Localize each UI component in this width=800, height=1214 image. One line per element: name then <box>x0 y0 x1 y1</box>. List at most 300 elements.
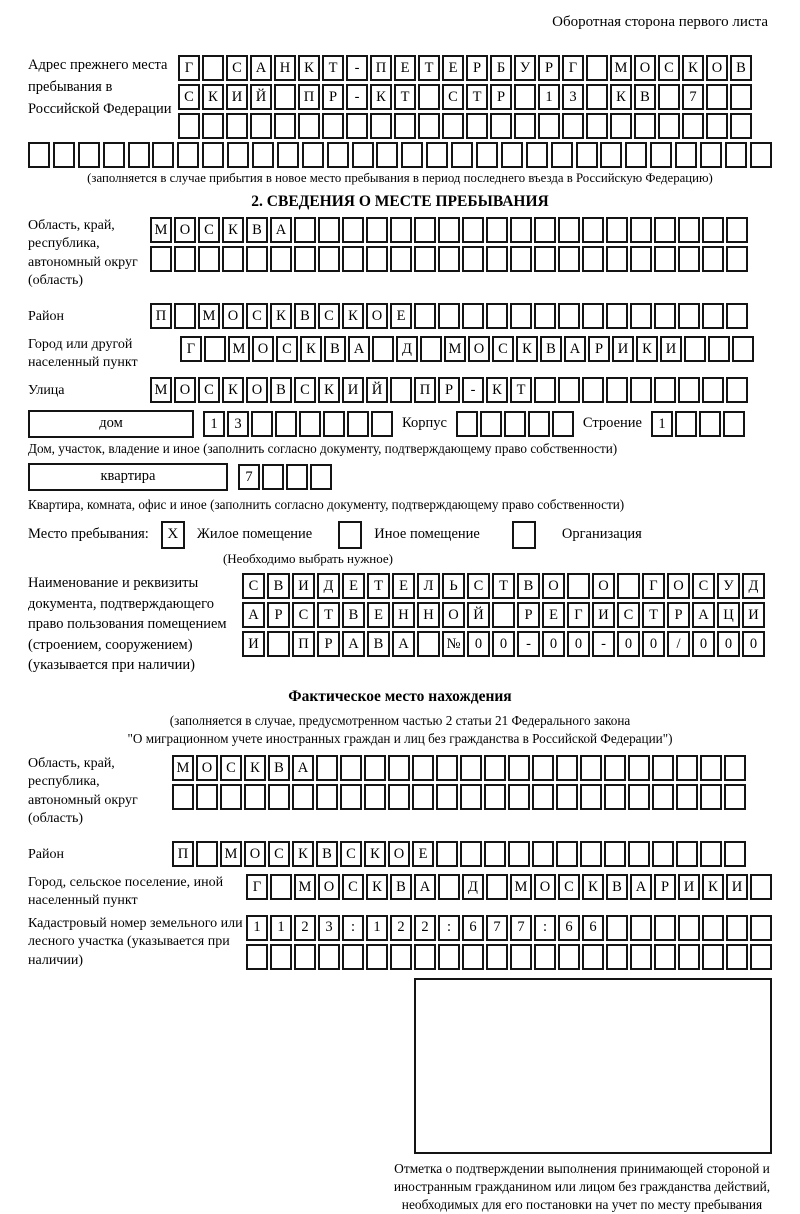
char-cell[interactable] <box>678 303 700 329</box>
char-cell[interactable]: - <box>346 84 368 110</box>
char-cell[interactable] <box>676 784 698 810</box>
char-cell[interactable] <box>323 411 345 437</box>
char-cell[interactable]: О <box>222 303 244 329</box>
char-cell[interactable] <box>486 944 508 970</box>
char-cell[interactable] <box>514 113 536 139</box>
char-cell[interactable]: В <box>367 631 390 657</box>
char-cell[interactable] <box>298 113 320 139</box>
char-cell[interactable] <box>174 303 196 329</box>
korpus-cells[interactable] <box>456 411 574 437</box>
char-cell[interactable] <box>438 303 460 329</box>
char-cell[interactable]: Н <box>274 55 296 81</box>
char-cell[interactable] <box>376 142 398 168</box>
char-cell[interactable] <box>606 944 628 970</box>
char-cell[interactable]: Й <box>366 377 388 403</box>
char-cell[interactable] <box>682 113 704 139</box>
char-cell[interactable]: М <box>220 841 242 867</box>
char-cell[interactable]: К <box>300 336 322 362</box>
char-cell[interactable]: К <box>486 377 508 403</box>
char-cell[interactable]: К <box>702 874 724 900</box>
char-cell[interactable] <box>726 377 748 403</box>
char-cell[interactable] <box>390 944 412 970</box>
char-cell[interactable]: Л <box>417 573 440 599</box>
char-cell[interactable] <box>582 246 604 272</box>
char-cell[interactable] <box>508 841 530 867</box>
char-cell[interactable] <box>726 217 748 243</box>
char-cell[interactable] <box>580 755 602 781</box>
char-cell[interactable] <box>724 841 746 867</box>
fact-city-cells[interactable] <box>246 874 772 900</box>
char-cell[interactable]: К <box>364 841 386 867</box>
char-cell[interactable] <box>652 784 674 810</box>
char-cell[interactable]: К <box>582 874 604 900</box>
char-cell[interactable] <box>628 841 650 867</box>
char-cell[interactable] <box>196 841 218 867</box>
char-cell[interactable] <box>316 784 338 810</box>
char-cell[interactable]: О <box>246 377 268 403</box>
char-cell[interactable]: К <box>244 755 266 781</box>
char-cell[interactable]: Р <box>517 602 540 628</box>
char-cell[interactable]: В <box>270 377 292 403</box>
char-cell[interactable] <box>702 915 724 941</box>
char-cell[interactable] <box>451 142 473 168</box>
char-cell[interactable]: О <box>244 841 266 867</box>
char-cell[interactable] <box>484 784 506 810</box>
char-cell[interactable] <box>630 303 652 329</box>
char-cell[interactable]: Р <box>538 55 560 81</box>
char-cell[interactable]: Е <box>390 303 412 329</box>
char-cell[interactable] <box>268 784 290 810</box>
char-cell[interactable] <box>532 784 554 810</box>
char-cell[interactable] <box>510 217 532 243</box>
char-cell[interactable]: М <box>198 303 220 329</box>
char-cell[interactable] <box>678 944 700 970</box>
char-cell[interactable]: М <box>172 755 194 781</box>
char-cell[interactable] <box>277 142 299 168</box>
char-cell[interactable] <box>270 944 292 970</box>
char-cell[interactable]: 2 <box>294 915 316 941</box>
char-cell[interactable] <box>558 217 580 243</box>
char-cell[interactable]: 7 <box>238 464 260 490</box>
char-cell[interactable]: В <box>294 303 316 329</box>
char-cell[interactable] <box>604 755 626 781</box>
char-cell[interactable]: 0 <box>542 631 565 657</box>
char-cell[interactable]: В <box>342 602 365 628</box>
char-cell[interactable] <box>501 142 523 168</box>
char-cell[interactable] <box>604 784 626 810</box>
char-cell[interactable]: К <box>270 303 292 329</box>
char-cell[interactable] <box>318 246 340 272</box>
char-cell[interactable]: С <box>442 84 464 110</box>
char-cell[interactable] <box>625 142 647 168</box>
char-cell[interactable]: Т <box>322 55 344 81</box>
char-cell[interactable] <box>510 303 532 329</box>
char-cell[interactable] <box>582 377 604 403</box>
char-cell[interactable] <box>730 113 752 139</box>
char-cell[interactable] <box>534 303 556 329</box>
char-cell[interactable] <box>484 755 506 781</box>
char-cell[interactable] <box>567 573 590 599</box>
char-cell[interactable]: М <box>610 55 632 81</box>
char-cell[interactable] <box>342 217 364 243</box>
char-cell[interactable] <box>676 841 698 867</box>
char-cell[interactable]: К <box>366 874 388 900</box>
char-cell[interactable]: 2 <box>390 915 412 941</box>
char-cell[interactable] <box>322 113 344 139</box>
char-cell[interactable] <box>299 411 321 437</box>
char-cell[interactable] <box>270 874 292 900</box>
char-cell[interactable] <box>222 246 244 272</box>
char-cell[interactable]: В <box>517 573 540 599</box>
char-cell[interactable]: : <box>342 915 364 941</box>
char-cell[interactable]: 6 <box>462 915 484 941</box>
char-cell[interactable]: П <box>150 303 172 329</box>
char-cell[interactable]: Т <box>642 602 665 628</box>
char-cell[interactable] <box>702 246 724 272</box>
char-cell[interactable]: Р <box>490 84 512 110</box>
char-cell[interactable] <box>267 631 290 657</box>
char-cell[interactable]: С <box>658 55 680 81</box>
char-cell[interactable] <box>371 411 393 437</box>
char-cell[interactable]: Й <box>467 602 490 628</box>
char-cell[interactable]: И <box>592 602 615 628</box>
char-cell[interactable]: : <box>534 915 556 941</box>
char-cell[interactable]: О <box>318 874 340 900</box>
char-cell[interactable]: О <box>388 841 410 867</box>
char-cell[interactable] <box>388 784 410 810</box>
char-cell[interactable] <box>552 411 574 437</box>
char-cell[interactable]: С <box>558 874 580 900</box>
char-cell[interactable]: В <box>634 84 656 110</box>
char-cell[interactable] <box>534 377 556 403</box>
char-cell[interactable] <box>628 755 650 781</box>
char-cell[interactable]: М <box>294 874 316 900</box>
char-cell[interactable]: К <box>370 84 392 110</box>
char-cell[interactable] <box>702 303 724 329</box>
char-cell[interactable]: 0 <box>492 631 515 657</box>
char-cell[interactable]: К <box>342 303 364 329</box>
char-cell[interactable] <box>438 944 460 970</box>
char-cell[interactable]: П <box>172 841 194 867</box>
char-cell[interactable] <box>414 944 436 970</box>
char-cell[interactable] <box>78 142 100 168</box>
char-cell[interactable]: - <box>346 55 368 81</box>
residence-checkbox-inoe[interactable] <box>338 521 362 549</box>
char-cell[interactable] <box>294 944 316 970</box>
char-cell[interactable]: П <box>414 377 436 403</box>
char-cell[interactable] <box>390 217 412 243</box>
char-cell[interactable]: И <box>292 573 315 599</box>
char-cell[interactable] <box>706 84 728 110</box>
char-cell[interactable]: В <box>540 336 562 362</box>
char-cell[interactable] <box>586 113 608 139</box>
char-cell[interactable] <box>246 944 268 970</box>
char-cell[interactable] <box>486 246 508 272</box>
prev-address-row-3[interactable] <box>178 113 752 139</box>
char-cell[interactable] <box>196 784 218 810</box>
char-cell[interactable] <box>723 411 745 437</box>
char-cell[interactable]: А <box>414 874 436 900</box>
char-cell[interactable] <box>418 84 440 110</box>
char-cell[interactable]: И <box>242 631 265 657</box>
char-cell[interactable]: Т <box>367 573 390 599</box>
char-cell[interactable]: С <box>178 84 200 110</box>
char-cell[interactable] <box>582 944 604 970</box>
char-cell[interactable] <box>318 944 340 970</box>
char-cell[interactable]: 1 <box>246 915 268 941</box>
char-cell[interactable] <box>725 142 747 168</box>
char-cell[interactable]: О <box>706 55 728 81</box>
char-cell[interactable] <box>347 411 369 437</box>
char-cell[interactable]: 2 <box>414 915 436 941</box>
char-cell[interactable] <box>600 142 622 168</box>
char-cell[interactable] <box>699 411 721 437</box>
char-cell[interactable] <box>538 113 560 139</box>
char-cell[interactable] <box>394 113 416 139</box>
char-cell[interactable] <box>202 142 224 168</box>
char-cell[interactable]: 1 <box>270 915 292 941</box>
char-cell[interactable] <box>364 784 386 810</box>
char-cell[interactable]: С <box>342 874 364 900</box>
char-cell[interactable]: Т <box>418 55 440 81</box>
char-cell[interactable]: В <box>316 841 338 867</box>
char-cell[interactable] <box>650 142 672 168</box>
char-cell[interactable]: Т <box>492 573 515 599</box>
char-cell[interactable]: А <box>348 336 370 362</box>
char-cell[interactable] <box>726 944 748 970</box>
char-cell[interactable] <box>480 411 502 437</box>
char-cell[interactable]: 6 <box>582 915 604 941</box>
char-cell[interactable]: Г <box>562 55 584 81</box>
char-cell[interactable] <box>630 944 652 970</box>
char-cell[interactable]: 0 <box>567 631 590 657</box>
char-cell[interactable]: О <box>442 602 465 628</box>
char-cell[interactable] <box>198 246 220 272</box>
char-cell[interactable] <box>152 142 174 168</box>
char-cell[interactable]: И <box>342 377 364 403</box>
char-cell[interactable]: Т <box>510 377 532 403</box>
char-cell[interactable]: Е <box>367 602 390 628</box>
char-cell[interactable] <box>486 303 508 329</box>
char-cell[interactable] <box>250 113 272 139</box>
char-cell[interactable]: А <box>392 631 415 657</box>
char-cell[interactable]: 0 <box>717 631 740 657</box>
char-cell[interactable]: М <box>228 336 250 362</box>
char-cell[interactable]: С <box>492 336 514 362</box>
char-cell[interactable]: С <box>220 755 242 781</box>
char-cell[interactable]: О <box>592 573 615 599</box>
char-cell[interactable]: 6 <box>558 915 580 941</box>
char-cell[interactable]: С <box>340 841 362 867</box>
char-cell[interactable]: К <box>202 84 224 110</box>
char-cell[interactable]: Т <box>394 84 416 110</box>
char-cell[interactable]: С <box>198 377 220 403</box>
char-cell[interactable]: 7 <box>510 915 532 941</box>
char-cell[interactable] <box>174 246 196 272</box>
char-cell[interactable] <box>251 411 273 437</box>
char-cell[interactable] <box>204 336 226 362</box>
char-cell[interactable] <box>426 142 448 168</box>
char-cell[interactable] <box>726 246 748 272</box>
char-cell[interactable]: Р <box>466 55 488 81</box>
char-cell[interactable]: С <box>242 573 265 599</box>
char-cell[interactable]: О <box>174 217 196 243</box>
char-cell[interactable] <box>466 113 488 139</box>
char-cell[interactable] <box>617 573 640 599</box>
prev-address-row-2[interactable] <box>178 84 752 110</box>
residence-checkbox-org[interactable] <box>512 521 536 549</box>
char-cell[interactable] <box>372 336 394 362</box>
char-cell[interactable]: Н <box>417 602 440 628</box>
char-cell[interactable] <box>558 377 580 403</box>
char-cell[interactable] <box>654 217 676 243</box>
char-cell[interactable]: 1 <box>651 411 673 437</box>
char-cell[interactable] <box>476 142 498 168</box>
char-cell[interactable] <box>634 113 656 139</box>
char-cell[interactable] <box>562 113 584 139</box>
char-cell[interactable] <box>652 755 674 781</box>
document-cells-2[interactable] <box>242 602 765 628</box>
char-cell[interactable] <box>750 142 772 168</box>
char-cell[interactable] <box>508 755 530 781</box>
char-cell[interactable] <box>418 113 440 139</box>
char-cell[interactable] <box>675 411 697 437</box>
char-cell[interactable]: 3 <box>562 84 584 110</box>
char-cell[interactable]: Д <box>396 336 418 362</box>
char-cell[interactable] <box>678 246 700 272</box>
char-cell[interactable] <box>556 784 578 810</box>
char-cell[interactable] <box>490 113 512 139</box>
char-cell[interactable]: С <box>318 303 340 329</box>
char-cell[interactable]: П <box>298 84 320 110</box>
char-cell[interactable] <box>486 874 508 900</box>
char-cell[interactable] <box>412 784 434 810</box>
char-cell[interactable] <box>346 113 368 139</box>
char-cell[interactable] <box>150 246 172 272</box>
district-cells[interactable] <box>150 303 748 329</box>
char-cell[interactable] <box>286 464 308 490</box>
char-cell[interactable]: М <box>150 377 172 403</box>
char-cell[interactable] <box>53 142 75 168</box>
char-cell[interactable]: Д <box>317 573 340 599</box>
char-cell[interactable] <box>586 84 608 110</box>
char-cell[interactable]: К <box>222 217 244 243</box>
char-cell[interactable]: 7 <box>682 84 704 110</box>
char-cell[interactable] <box>700 784 722 810</box>
char-cell[interactable] <box>606 217 628 243</box>
char-cell[interactable]: А <box>630 874 652 900</box>
char-cell[interactable] <box>340 755 362 781</box>
char-cell[interactable]: 3 <box>318 915 340 941</box>
document-cells-3[interactable] <box>242 631 765 657</box>
char-cell[interactable] <box>352 142 374 168</box>
char-cell[interactable]: Б <box>490 55 512 81</box>
char-cell[interactable]: К <box>636 336 658 362</box>
char-cell[interactable] <box>726 915 748 941</box>
char-cell[interactable]: С <box>617 602 640 628</box>
char-cell[interactable] <box>364 755 386 781</box>
char-cell[interactable]: К <box>298 55 320 81</box>
char-cell[interactable] <box>244 784 266 810</box>
char-cell[interactable] <box>246 246 268 272</box>
char-cell[interactable] <box>558 944 580 970</box>
city-cells[interactable] <box>180 336 754 362</box>
char-cell[interactable] <box>528 411 550 437</box>
char-cell[interactable] <box>556 841 578 867</box>
char-cell[interactable] <box>551 142 573 168</box>
char-cell[interactable]: Н <box>392 602 415 628</box>
char-cell[interactable]: С <box>246 303 268 329</box>
char-cell[interactable] <box>534 217 556 243</box>
char-cell[interactable] <box>586 55 608 81</box>
char-cell[interactable] <box>580 841 602 867</box>
char-cell[interactable]: - <box>462 377 484 403</box>
char-cell[interactable]: С <box>268 841 290 867</box>
char-cell[interactable] <box>462 246 484 272</box>
char-cell[interactable]: Ц <box>717 602 740 628</box>
char-cell[interactable]: С <box>226 55 248 81</box>
char-cell[interactable]: 0 <box>617 631 640 657</box>
char-cell[interactable] <box>628 784 650 810</box>
char-cell[interactable] <box>678 915 700 941</box>
char-cell[interactable] <box>508 784 530 810</box>
char-cell[interactable] <box>462 303 484 329</box>
char-cell[interactable] <box>462 944 484 970</box>
char-cell[interactable]: П <box>292 631 315 657</box>
char-cell[interactable] <box>327 142 349 168</box>
char-cell[interactable]: Т <box>466 84 488 110</box>
char-cell[interactable]: А <box>242 602 265 628</box>
char-cell[interactable] <box>700 142 722 168</box>
char-cell[interactable]: А <box>270 217 292 243</box>
char-cell[interactable] <box>460 841 482 867</box>
char-cell[interactable] <box>462 217 484 243</box>
char-cell[interactable] <box>678 217 700 243</box>
char-cell[interactable] <box>414 303 436 329</box>
prev-address-row-4[interactable] <box>28 142 772 168</box>
char-cell[interactable]: С <box>467 573 490 599</box>
char-cell[interactable] <box>708 336 730 362</box>
char-cell[interactable] <box>606 915 628 941</box>
char-cell[interactable] <box>654 246 676 272</box>
char-cell[interactable] <box>310 464 332 490</box>
char-cell[interactable] <box>684 336 706 362</box>
char-cell[interactable] <box>580 784 602 810</box>
char-cell[interactable]: Е <box>412 841 434 867</box>
char-cell[interactable] <box>316 755 338 781</box>
char-cell[interactable] <box>654 944 676 970</box>
char-cell[interactable]: 0 <box>642 631 665 657</box>
char-cell[interactable]: Р <box>438 377 460 403</box>
char-cell[interactable]: В <box>390 874 412 900</box>
char-cell[interactable]: У <box>717 573 740 599</box>
char-cell[interactable] <box>654 915 676 941</box>
char-cell[interactable] <box>252 142 274 168</box>
char-cell[interactable]: 0 <box>467 631 490 657</box>
char-cell[interactable]: С <box>294 377 316 403</box>
char-cell[interactable] <box>706 113 728 139</box>
char-cell[interactable] <box>484 841 506 867</box>
char-cell[interactable] <box>274 113 296 139</box>
char-cell[interactable]: Р <box>322 84 344 110</box>
char-cell[interactable] <box>436 841 458 867</box>
char-cell[interactable]: К <box>222 377 244 403</box>
char-cell[interactable] <box>438 217 460 243</box>
char-cell[interactable] <box>654 377 676 403</box>
fact-district-cells[interactable] <box>172 841 746 867</box>
char-cell[interactable] <box>366 246 388 272</box>
char-cell[interactable]: Г <box>642 573 665 599</box>
